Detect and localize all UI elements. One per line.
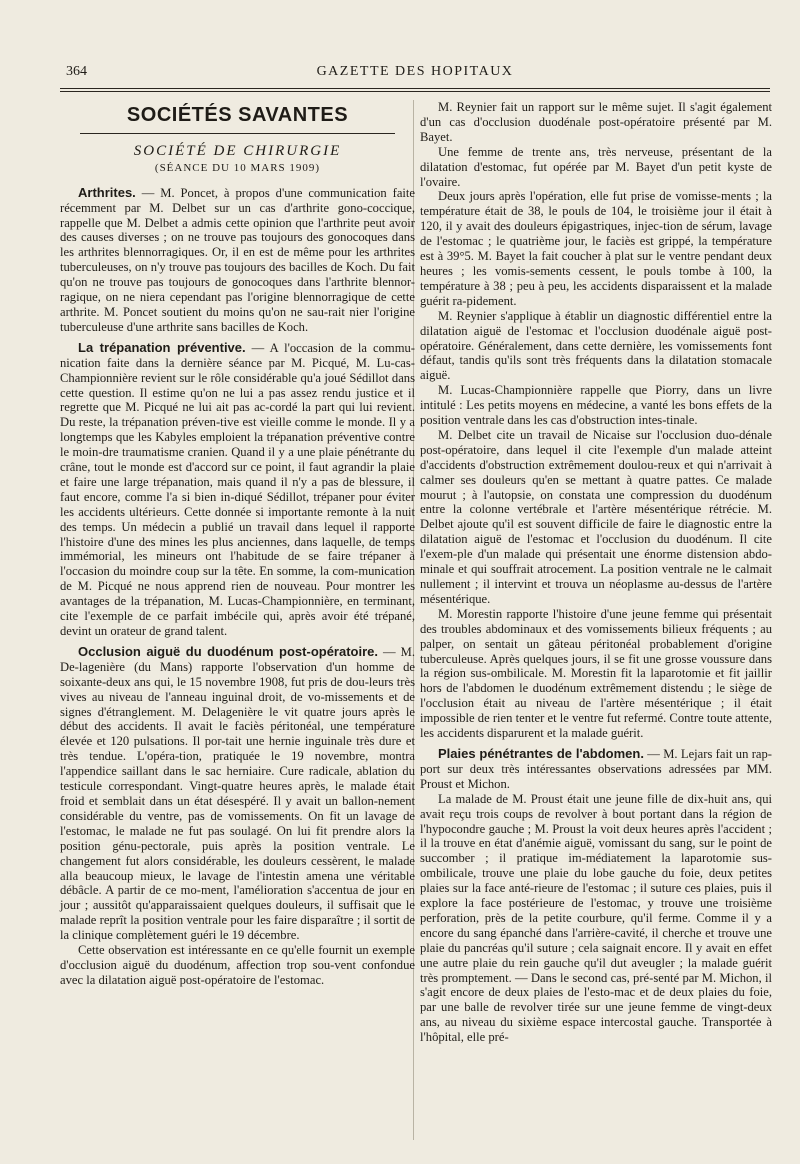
left-column bbox=[60, 100, 415, 988]
paragraph: Deux jours après l'opération, elle fut prise de vomisse-ments ; la température était de 38, le pouls de 104, le troisième jour il était à 120, il y avait des douleurs épigastriques, injec-tion de sérum, lavage de l'estomac ; le quatrième jour, le faciès est grippé, la température est à 39°5. M. Bayet la fait coucher à plat sur le ventre pendant deux heures ; les vomis-sements cessent, le pouls tombe à 100, la température à 38 ; peu à peu, les accidents disparaissent et la malade guérit ra-pidement. bbox=[420, 189, 772, 308]
paragraph: M. Lucas-Championnière rappelle que Piorry, dans un livre intitulé : Les petits moyens en médecine, a vanté les bons effets de la position ventrale dans les cas d'obstruction intes-tinale. bbox=[420, 383, 772, 428]
article-arthrites bbox=[60, 186, 415, 335]
paragraph: Une femme de trente ans, très nerveuse, présentant de la dilatation d'estomac, fut opérée par M. Bayet d'un petit kyste de l'ovaire. bbox=[420, 144, 772, 189]
paragraph: M. Morestin rapporte l'histoire d'une jeune femme qui présentait des troubles abdominaux et des vomissements bilieux fréquents ; au palper, on sentait un gâteau péritonéal probablement d'origine tuberculeuse. Après quelques jours, il se fit une grosse voussure dans la région sus-ombilicale. M. Morestin fit la laparotomie et fit jaillir hors de l'abdomen le duodénum extrêmement distendu ; le siège de l'occlusion était au niveau de l'artère mésentérique ; il était impossible de rien tenter et le ventre fut refermé. Contre toute attente, les accidents disparurent et la malade guérit. bbox=[420, 606, 772, 741]
section-rule bbox=[80, 133, 395, 134]
article-lead: Occlusion aiguë du duodénum post-opératoire. bbox=[78, 643, 378, 659]
society-title: SOCIÉTÉ DE CHIRURGIE bbox=[133, 142, 342, 159]
session-date: (SÉANCE DU 10 MARS 1909) bbox=[154, 161, 321, 174]
article-plaies-continuation: La malade de M. Proust était une jeune fille de dix-huit ans, qui avait reçu trois coups de revolver à bout portant dans la région de l'hypocondre gauche ; M. Proust la voit deux heures après l'accident ; il la trouve en état d'anémie aiguë, vomissant du sang, sur le point de succomber ; il pratique im-médiatement la laparotomie sus-ombilicale, trouve une plaie du lobe gauche du foie, deux petites plaies sur la face anté-rieure de l'estomac ; il suture ces plaies, puis il explore la face postérieure de l'estomac, y trouve une troisième perforation, près de la petite courbure, qu'il ferme. Comme il y a encore du sang épanché dans l'arrière-cavité, il cherche et trouve une plaie du pancréas qu'il suture ; cela saignait encore. Il y avait en effet une autre plaie du rein gauche qu'il dut aveugler ; la malade guérit très promptement. — Dans le second cas, pré-senté par M. Michon, il s'agit encore de deux plaies de l'esto-mac et de deux plaies du foie, par une balle de revolver tirée sur une jeune femme de vingt-deux ans, au niveau du sixième espace intercostal gauche. Transportée à l'hôpital, elle pré- bbox=[420, 791, 772, 1045]
paragraph: M. Reynier s'applique à établir un diagnostic différentiel entre la dilatation aiguë de l'estomac et l'occlusion duodénale aiguë post-opératoire. Généralement, dans cette dernière, les vomissements font défaut, tandis qu'ils sont très fréquents dans la dilatation stomacale aiguë. bbox=[420, 308, 772, 383]
article-occlusion bbox=[60, 645, 415, 943]
paragraph: M. Reynier fait un rapport sur le même sujet. Il s'agit également d'un cas d'occlusion duodénale post-opératoire présenté par M. Bayet. bbox=[420, 100, 772, 144]
article-text: — M. Lejars fait un rap-port sur deux très intéressantes observations adressées par MM. Proust et Michon. bbox=[420, 746, 772, 791]
article-lead: Arthrites. bbox=[78, 184, 136, 200]
header-rule bbox=[60, 88, 770, 92]
article-plaies bbox=[420, 747, 772, 792]
article-text: — M. Poncet, à propos d'une communication faite récemment par M. Delbet sur un cas d'arthrite gono-coccique, rappelle que M. Delbet a admis cette opinion que l'arthrite peut avoir des causes diverses ; on ne trouve pas toujours des gonocoques dans les arthrites blennorragiques. Or, il en est de même pour les arthrites tuberculeuses, on n'y trouve pas toujours des bacilles de Koch. Du fait qu'on ne trouve pas toujours de gonocoques dans l'arthrite blennor-ragique, on ne niera cependant pas l'origine blennorragique de cette arthrite. M. Poncet soutient du moins qu'on ne sau-rait nier l'origine tuberculeuse d'une arthrite sans bacilles de Koch. bbox=[60, 185, 415, 334]
right-column bbox=[420, 100, 772, 1045]
article-trepanation bbox=[60, 341, 415, 639]
running-head bbox=[60, 64, 770, 86]
article-lead: La trépanation préventive. bbox=[78, 339, 246, 355]
article-text: — M. De-lagenière (du Mans) rapporte l'observation d'un homme de soixante-deux ans qui, le 15 novembre 1908, fut pris de dou-leurs très vives au niveau de l'anneau inguinal droit, de vo-missements et de signes d'étranglement. M. Delagenière le vit quatre jours après le début des accidents. Il avait le faciès péritonéal, une température élevée et 120 pulsations. Il por-tait une hernie inguinale très dure et très tendue. L'opéra-tion, pratiquée le 19 novembre, montra l'appendice saillant dans le sac herniaire. Cure radicale, ablation du testicule correspondant. Vingt-quatre heures après, le malade était froid et semblait dans un état désespéré. Il y avait un ballon-nement considérable du ventre, pas de vomissements. On fit un lavage de l'estomac, le malade ne fut pas soulagé. On lui fit prendre alors la position génu-pectorale, puis après la position ventrale. Le changement fut alors considérable, les douleurs cessèrent, le malade alla beaucoup mieux, le lavage de l'intestin amena une véritable débâcle. A partir de ce mo-ment, l'amélioration s'accentua de jour en jour ; aussitôt qu'apparaissaient quelques douleurs, il suffisait que le malade reprît la position ventrale pour les faire disparaître ; il sortit de la clinique complètement guéri le 19 décembre. bbox=[60, 644, 415, 943]
page-number: 364 bbox=[66, 64, 87, 79]
article-lead: Plaies pénétrantes de l'abdomen. bbox=[438, 745, 644, 761]
article-text: — A l'occasion de la commu-nication faite dans la dernière séance par M. Picqué, M. Lu-cas-Championnière revient sur le rôle considérable qu'a joué Sédillot dans cette question. Il estime qu'on ne lui a pas assez rendu justice et il regrette que M. Picqué ne lui ait pas ac-cordé la part qui lui revient. Du reste, la trépanation préven-tive est vieille comme le monde. Il y a longtemps que les Kabyles emploient la trépanation préventive contre le moin-dre traumatisme cranien. Quand il y a une plaie pénétrante du crâne, tout le monde est d'accord sur ce point, il faut agrandir la plaie et faire une large trépanation, mais quand il n'y a pas de blessure, il faut encore, comme l'a si bien in-diqué Sédillot, trépaner pour éviter les accidents ultérieurs. Cette donnée si importante remonte à la nuit des temps. Un médecin a publié un travail dans lequel il rapporte l'histoire d'une des mines les plus anciennes, dans laquelle, de temps immémorial, les mineurs ont l'habitude de se faire trépaner à l'occasion du moindre coup sur la tête. En somme, la com-munication de M. Picqué ne nous apprend rien de nouveau. Pour montrer les avantages de la trépanation, M. Lucas-Championnière, en terminant, cite l'exemple de ce parfait imbécile qui, après avoir été trépané, devint un orateur de grand talent. bbox=[60, 340, 415, 638]
article-text: Cette observation est intéressante en ce qu'elle fournit un exemple d'occlusion aiguë du duodénum, affection trop sou-vent confondue avec la dilatation aiguë post-opératoire de l'estomac. bbox=[60, 943, 415, 987]
section-title: SOCIÉTÉS SAVANTES bbox=[126, 104, 349, 126]
paragraph: M. Delbet cite un travail de Nicaise sur l'occlusion duo-dénale post-opératoire, dans lequel il cite l'exemple d'un malade atteint d'accidents d'obstruction extrêmement doulou-reux et qui n'arrivait à calmer ses douleurs qu'en se mettant à quatre pattes. Ce malade mourut ; à l'autopsie, on constata une compression du duodénum entre la colonne vertébrale et l'artère mésentérique rétrécie. M. Delbet ajoute qu'il est souvent difficile de faire le diagnostic entre la dilatation aiguë de l'estomac et l'occlusion du duodénum. Il cite l'exem-ple d'un malade qui présentait une énorme distension abdo-minale et qui souffrait atrocement. La position ventrale ne le calmait nullement ; il intervint et trouva un néoplasme au-dessus de l'artère mésentérique. bbox=[420, 427, 772, 606]
article-occlusion-conclusion bbox=[60, 943, 415, 988]
journal-title: GAZETTE DES HOPITAUX bbox=[316, 64, 514, 79]
